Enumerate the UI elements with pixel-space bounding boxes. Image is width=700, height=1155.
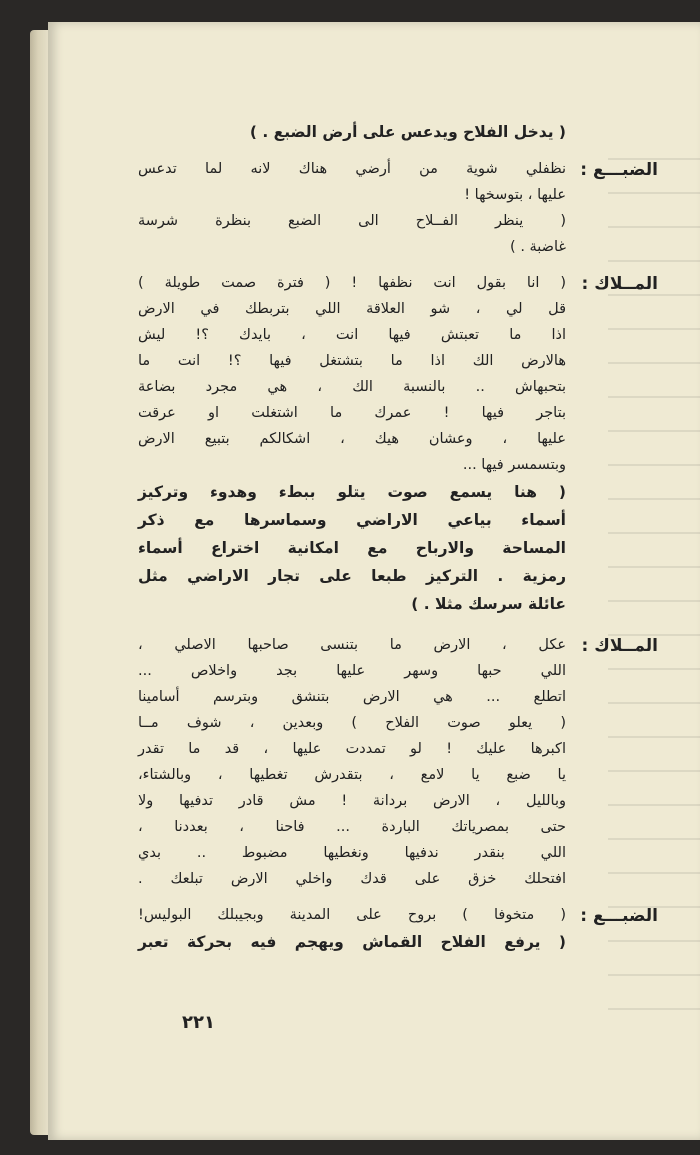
block-spacer xyxy=(138,618,658,632)
dialogue-line: بتاجر فيها ! عمرك ما اشتغلت او عرقت xyxy=(138,405,566,421)
dialogue-line: ( انا بقول انت نظفها ! ( فترة صمت طويلة ) xyxy=(138,275,566,291)
speaker-colon: : xyxy=(580,160,588,180)
dialogue-text xyxy=(138,902,566,956)
stage-direction-line: أسماء بياعي الاراضي وسماسرها مع ذكر xyxy=(138,511,566,529)
page-content xyxy=(138,118,658,956)
speaker-label: المــلاك xyxy=(594,274,658,294)
dialogue-line: يا ضبع يا لامع ، بتقدرش تغطيها ، وبالشتاء، xyxy=(138,767,566,783)
dialogue-line: وبالليل ، الارض بردانة ! مش قادر تدفيها ولا xyxy=(138,793,566,809)
opening-direction-row xyxy=(138,118,658,146)
dialogue-block xyxy=(138,632,658,892)
speaker-label: الضبـــع xyxy=(593,906,658,926)
speaker-label: المــلاك xyxy=(594,636,658,656)
block-spacer xyxy=(138,892,658,902)
dialogue-line: وبتسمسر فيها ... xyxy=(462,457,566,473)
speaker-colon: : xyxy=(581,636,589,656)
dialogue-line: ( متخوفا ) بروح على المدينة وبجيبلك البوليس! xyxy=(138,907,566,923)
dialogue-line: اتطلع ... هي الارض بتنشق وبترسم أسامينا xyxy=(138,689,566,705)
dialogue-line: عليها ، وعشان هيك ، اشكالكم بتبيع الارض xyxy=(138,431,566,447)
dialogue-line: عكل ، الارض ما بتنسى صاحبها الاصلي ، xyxy=(138,637,566,653)
page-number: ٢٢١ xyxy=(182,1012,215,1033)
stage-direction-line: ( يرفع الفلاح القماش ويهجم فيه بحركة تعبر xyxy=(138,933,566,951)
stage-direction-line: رمزية . التركيز طبعا على تجار الاراضي مثل xyxy=(138,567,566,585)
block-spacer xyxy=(138,146,658,156)
speaker-name xyxy=(566,270,658,618)
dialogue-block xyxy=(138,902,658,956)
dialogue-line: عليها ، بتوسخها ! xyxy=(464,187,566,203)
dialogue-line: هالارض الك اذا ما بتشتغل فيها ؟! انت ما xyxy=(138,353,566,369)
page-edge xyxy=(30,30,50,1135)
dialogue-text xyxy=(138,270,566,618)
stage-direction-line: ( هنا يسمع صوت يتلو ببطء وهدوء وتركيز xyxy=(138,483,566,501)
dialogue-text xyxy=(138,156,566,260)
dialogue-line: ( يعلو صوت الفلاح ) وبعدين ، شوف مــا xyxy=(138,715,566,731)
speaker-name xyxy=(566,902,658,956)
dialogue-line: اللي حبها وسهر عليها بجد واخلاص ... xyxy=(138,663,566,679)
dialogue-line: اذا ما تعبتش فيها انت ، بايدك ؟! ليش xyxy=(138,327,566,343)
stage-direction: ( يدخل الفلاح ويدعس على أرض الضبع . ) xyxy=(249,123,566,141)
dialogue-line: غاضبة . ) xyxy=(510,239,566,255)
speaker-colon: : xyxy=(580,906,588,926)
stage-direction-line: عائلة سرسك مثلا . ) xyxy=(411,595,566,613)
dialogue-line: حتى بمصرياتك الباردة ... فاحنا ، بعددنا ، xyxy=(138,819,566,835)
dialogue-line: افتحلك خزق على قدك واخلي الارض تبلعك . xyxy=(138,871,566,887)
block-spacer xyxy=(138,260,658,270)
dialogue-block xyxy=(138,270,658,618)
dialogue-line: ( ينظر الفــلاح الى الضبع بنظرة شرسة xyxy=(138,213,566,229)
speaker-name xyxy=(566,156,658,260)
dialogue-block xyxy=(138,156,658,260)
speaker-label: الضبـــع xyxy=(593,160,658,180)
dialogue-line: نظفلي شوية من أرضي هناك لانه لما تدعس xyxy=(138,161,566,177)
dialogue-line: اكبرها عليك ! لو تمددت عليها ، قد ما تقدر xyxy=(138,741,566,757)
dialogue-line: قل لي ، شو العلاقة اللي بتربطك في الارض xyxy=(138,301,566,317)
dialogue-line: بتحبهاش .. بالنسبة الك ، هي مجرد بضاعة xyxy=(138,379,566,395)
dialogue-text xyxy=(138,632,566,892)
speaker-colon: : xyxy=(581,274,589,294)
dialogue-blocks xyxy=(138,146,658,956)
dialogue-line: اللي بنقدر ندفيها ونغطيها مضبوط .. بدي xyxy=(138,845,566,861)
stage-direction-line: المساحة والارباح مع امكانية اختراع أسماء xyxy=(138,539,566,557)
speaker-name xyxy=(566,632,658,892)
